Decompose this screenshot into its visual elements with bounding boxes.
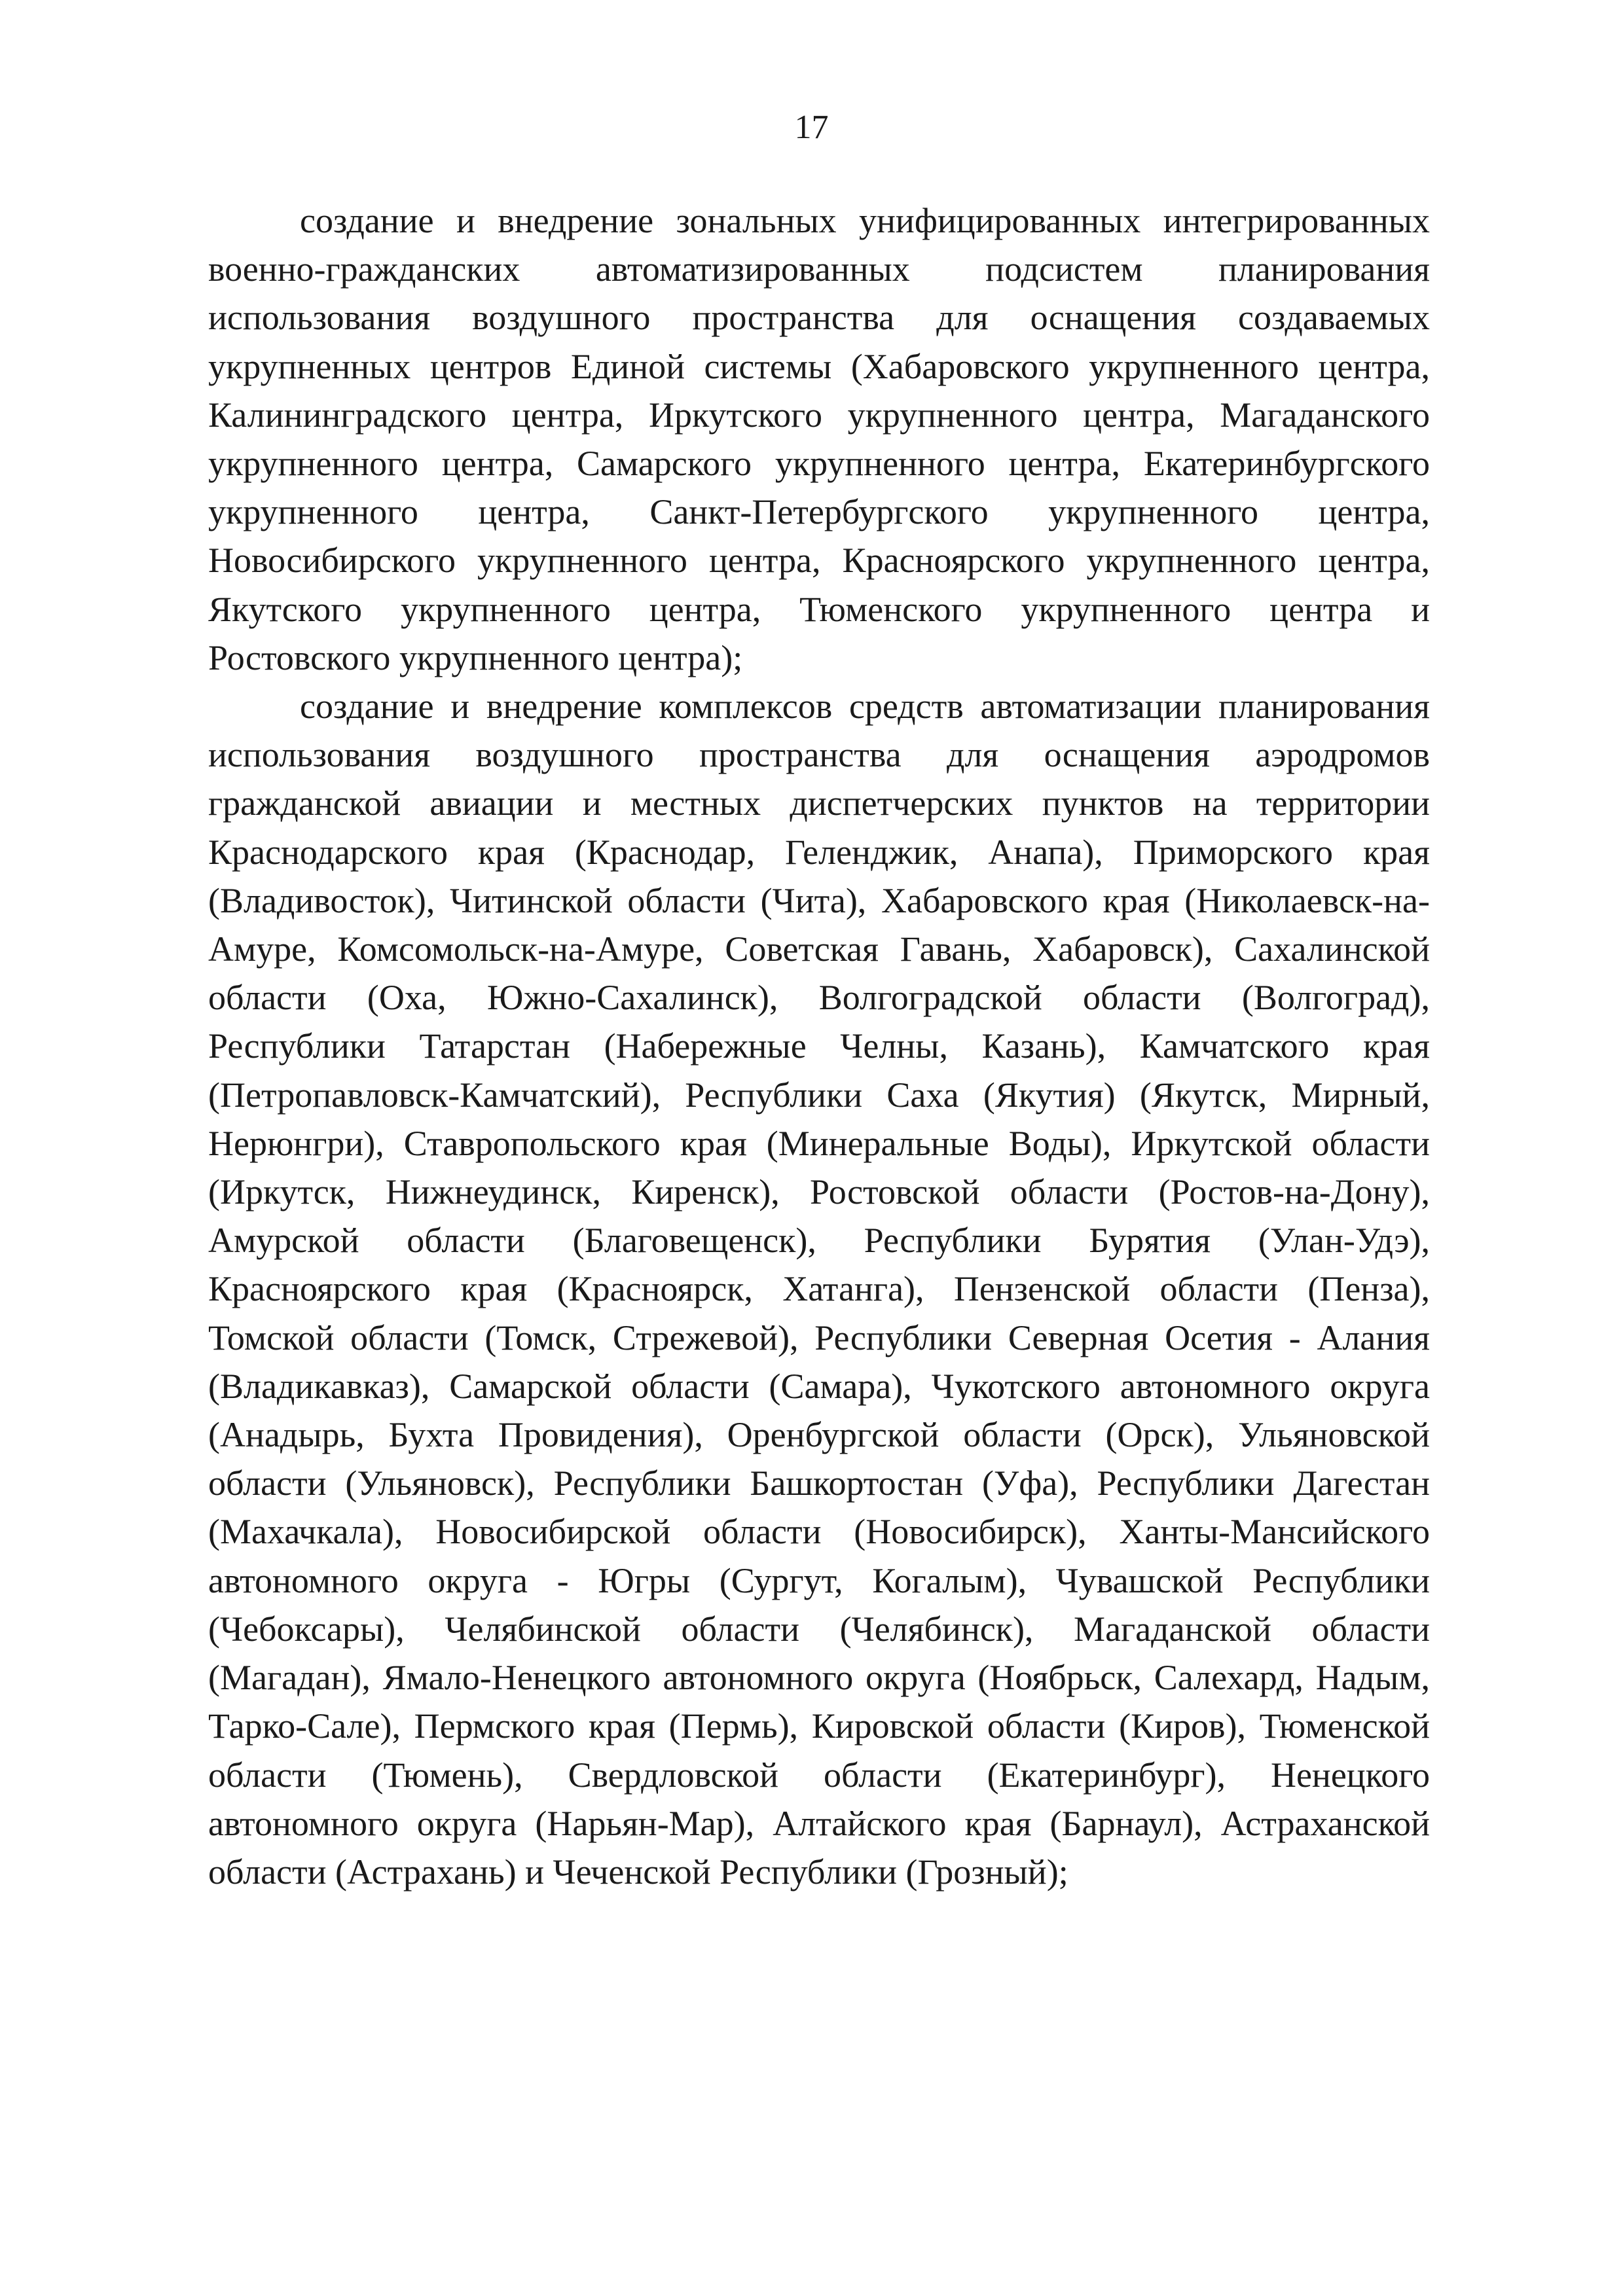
page-number: 17 xyxy=(794,109,829,146)
document-body xyxy=(208,196,1430,1896)
paragraph-automation-complexes: создание и внедрение комплексов средств автоматизации планирования использования воздушного пространства для оснащения аэродромов гражданской авиации и местных диспетчерских пунктов на территории Краснодарского края (Краснодар, Геленджик, Анапа), Приморского края (Владивосток), Читинской области (Чита), Хабаровского края (Николаевск-на-Амуре, Комсомольск-на-Амуре, Советская Гавань, Хабаровск), Сахалинской области (Оха, Южно-Сахалинск), Волгоградской области (Волгоград), Республики Татарстан (Набережные Челны, Казань), Камчатского края (Петропавловск-Камчатский), Республики Саха (Якутия) (Якутск, Мирный, Нерюнгри), Ставропольского края (Минеральные Воды), Иркутской области (Иркутск, Нижнеудинск, Киренск), Ростовской области (Ростов-на-Дону), Амурской области (Благовещенск), Республики Бурятия (Улан-Удэ), Красноярского края (Красноярск, Хатанга), Пензенской области (Пенза), Томской области (Томск, Стрежевой), Республики Северная Осетия - Алания (Владикавказ), Самарской области (Самара), Чукотского автономного округа (Анадырь, Бухта Провидения), Оренбургской области (Орск), Ульяновской области (Ульяновск), Республики Башкортостан (Уфа), Республики Дагестан (Махачкала), Новосибирской области (Новосибирск), Ханты-Мансийского автономного округа - Югры (Сургут, Когалым), Чувашской Республики (Чебоксары), Челябинской области (Челябинск), Магаданской области (Магадан), Ямало-Ненецкого автономного округа (Ноябрьск, Салехард, Надым, Тарко-Сале), Пермского края (Пермь), Кировской области (Киров), Тюменской области (Тюмень), Свердловской области (Екатеринбург), Ненецкого автономного округа (Нарьян-Мар), Алтайского края (Барнаул), Астраханской области (Астрахань) и Чеченской Республики (Грозный); xyxy=(208,687,1430,1892)
paragraph-zonal-subsystems: создание и внедрение зональных унифицированных интегрированных военно-гражданских автоматизированных подсистем планирования использования воздушного пространства для оснащения создаваемых укрупненных центров Единой системы (Хабаровского укрупненного центра, Калининградского центра, Иркутского укрупненного центра, Магаданского укрупненного центра, Самарского укрупненного центра, Екатеринбургского укрупненного центра, Санкт-Петербургского укрупненного центра, Новосибирского укрупненного центра, Красноярского укрупненного центра, Якутского укрупненного центра, Тюменского укрупненного центра и Ростовского укрупненного центра); xyxy=(208,201,1430,677)
